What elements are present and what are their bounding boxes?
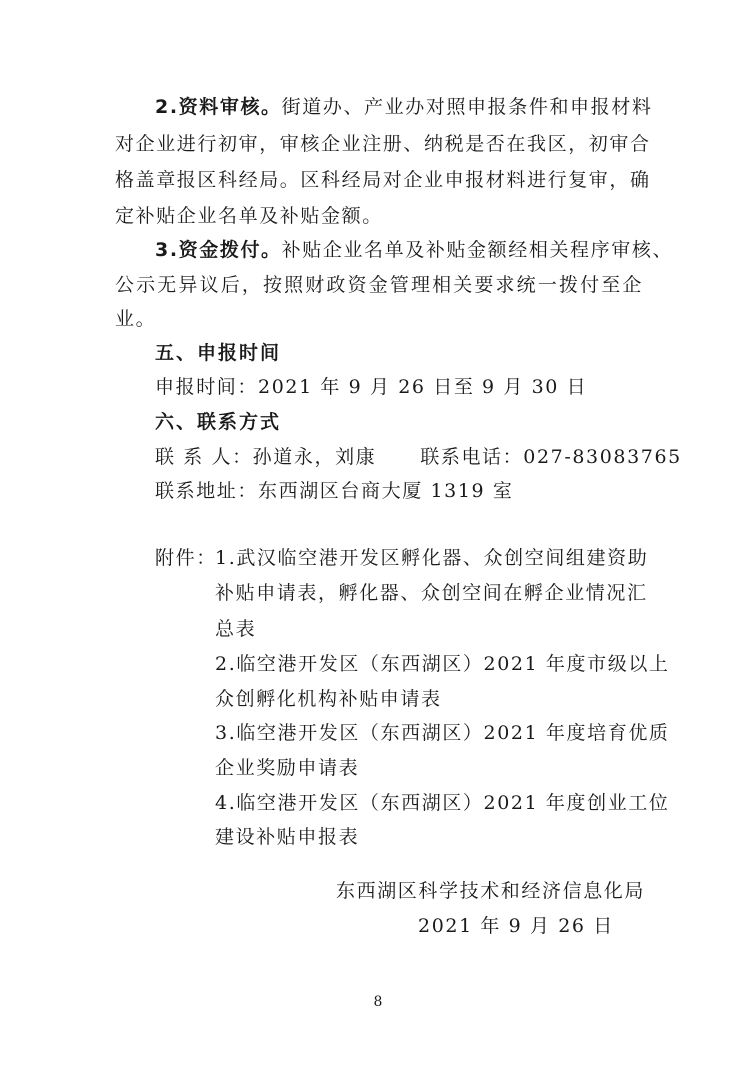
funding-paragraph-line-3: 业。 [115,308,157,330]
page-number: 8 [373,994,383,1010]
funding-label: 3.资金拨付。 [155,239,282,261]
contact-person: 联 系 人：孙道永，刘康 [155,446,377,468]
signature-date: 2021 年 9 月 26 日 [418,915,614,937]
application-time: 申报时间：2021 年 9 月 26 日至 9 月 30 日 [155,376,588,398]
attachments-label: 附件： [155,547,217,569]
review-paragraph-line-3: 格盖章报区科经局。区科经局对企业申报材料进行复审，确 [115,169,651,191]
attachment-1-line-1: 1.武汉临空港开发区孵化器、众创空间组建资助 [215,547,649,569]
attachment-2-line-2: 众创孵化机构补贴申请表 [215,688,442,710]
attachment-1-line-3: 总表 [215,618,257,640]
attachment-1-line-2: 补贴申请表，孵化器、众创空间在孵企业情况汇 [215,582,648,604]
contact-address: 联系地址：东西湖区台商大厦 1319 室 [155,480,514,502]
review-paragraph-line-2: 对企业进行初审，审核企业注册、纳税是否在我区，初审合 [115,133,651,155]
funding-text-1: 补贴企业名单及补贴金额经相关程序审核、 [281,239,674,261]
review-paragraph-line-1 [155,90,653,124]
contact-line [155,440,682,474]
section-heading-time: 五、申报时间 [155,342,282,364]
attachment-4-line-2: 建设补贴申报表 [215,826,360,848]
contact-phone: 联系电话：027-83083765 [420,446,682,468]
signature-organization: 东西湖区科学技术和经济信息化局 [336,880,646,902]
attachment-3-line-1: 3.临空港开发区（东西湖区）2021 年度培育优质 [215,722,670,744]
section-heading-contact: 六、联系方式 [155,411,282,433]
review-paragraph-line-4: 定补贴企业名单及补贴金额。 [115,205,383,227]
funding-paragraph-line-2: 公示无异议后，按照财政资金管理相关要求统一拨付至企 [115,274,643,296]
attachment-4-line-1: 4.临空港开发区（东西湖区）2021 年度创业工位 [215,792,670,814]
attachment-2-line-1: 2.临空港开发区（东西湖区）2021 年度市级以上 [215,653,670,675]
funding-paragraph-line-1 [155,233,674,267]
review-label: 2.资料审核。 [155,96,282,118]
attachment-3-line-2: 企业奖励申请表 [215,757,360,779]
review-text-1: 街道办、产业办对照申报条件和申报材料 [281,96,653,118]
